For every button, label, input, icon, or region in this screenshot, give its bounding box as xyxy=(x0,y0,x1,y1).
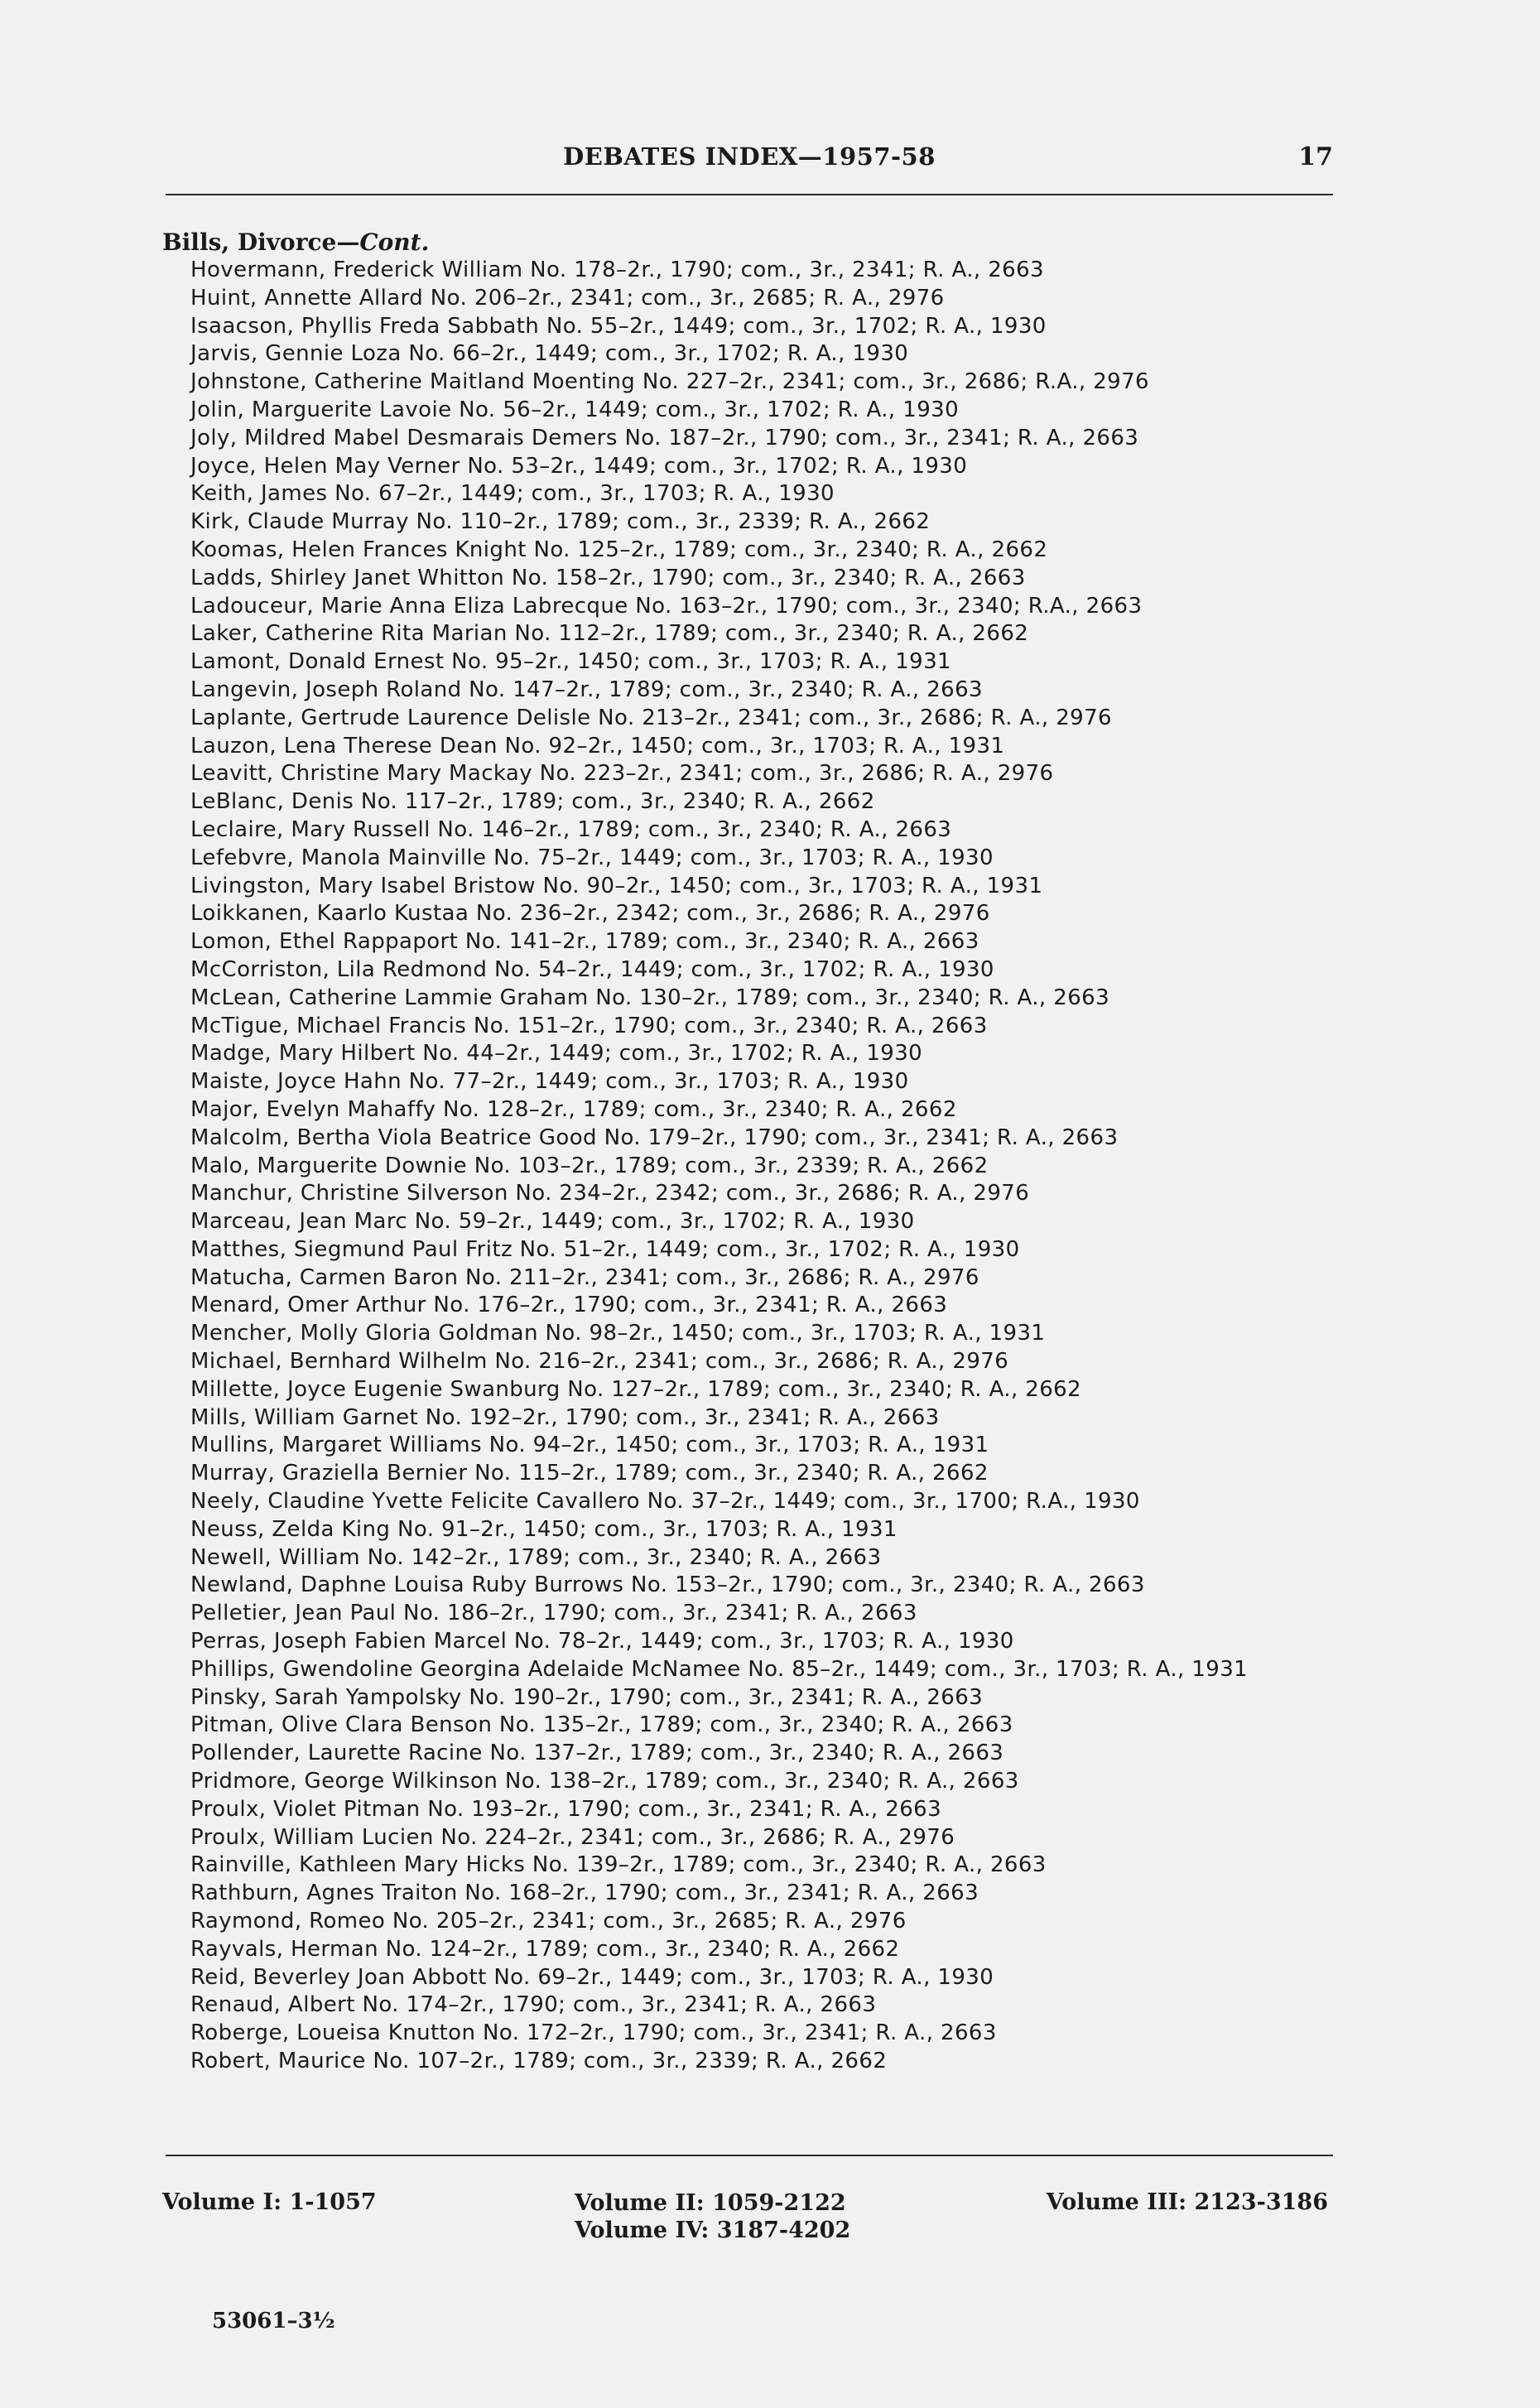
index-entry: Perras, Joseph Fabien Marcel No. 78–2r., 1449; com., 3r., 1703; R. A., 1930 xyxy=(190,1629,1014,1654)
index-entry: Loikkanen, Kaarlo Kustaa No. 236–2r., 2342; com., 3r., 2686; R. A., 2976 xyxy=(190,901,990,927)
index-entry: Menard, Omer Arthur No. 176–2r., 1790; com., 3r., 2341; R. A., 2663 xyxy=(190,1293,948,1318)
index-entry: Pridmore, George Wilkinson No. 138–2r., 1789; com., 3r., 2340; R. A., 2663 xyxy=(190,1769,1019,1794)
index-entry: Marceau, Jean Marc No. 59–2r., 1449; com., 3r., 1702; R. A., 1930 xyxy=(190,1209,915,1235)
page-number: 17 xyxy=(1298,142,1333,171)
index-entry: Mullins, Margaret Williams No. 94–2r., 1450; com., 3r., 1703; R. A., 1931 xyxy=(190,1433,989,1458)
volume-2-4-ranges xyxy=(575,2189,850,2244)
index-entry: Malo, Marguerite Downie No. 103–2r., 1789; com., 3r., 2339; R. A., 2662 xyxy=(190,1153,989,1178)
index-entry: Joyce, Helen May Verner No. 53–2r., 1449; com., 3r., 1702; R. A., 1930 xyxy=(190,453,968,479)
index-entry: Newell, William No. 142–2r., 1789; com., 3r., 2340; R. A., 2663 xyxy=(190,1544,882,1570)
index-entry: Matthes, Siegmund Paul Fritz No. 51–2r., 1449; com., 3r., 1702; R. A., 1930 xyxy=(190,1236,1020,1262)
index-entry: Neely, Claudine Yvette Felicite Cavallero No. 37–2r., 1449; com., 3r., 1700; R.A., 1930 xyxy=(190,1489,1140,1515)
index-entry: Lomon, Ethel Rappaport No. 141–2r., 1789; com., 3r., 2340; R. A., 2663 xyxy=(190,929,979,955)
index-entry: Hovermann, Frederick William No. 178–2r., 1790; com., 3r., 2341; R. A., 2663 xyxy=(190,258,1044,282)
index-entry: Pollender, Laurette Racine No. 137–2r., 1789; com., 3r., 2340; R. A., 2663 xyxy=(190,1741,1004,1766)
index-entry: Lefebvre, Manola Mainville No. 75–2r., 1449; com., 3r., 1703; R. A., 1930 xyxy=(190,845,994,870)
volume-4-range: Volume IV: 3187-4202 xyxy=(575,2218,851,2243)
page-title: DEBATES INDEX—1957-58 xyxy=(563,142,936,171)
section-heading xyxy=(162,229,429,256)
index-entry: Laker, Catherine Rita Marian No. 112–2r., 1789; com., 3r., 2340; R. A., 2662 xyxy=(190,621,1029,647)
index-entry: Neuss, Zelda King No. 91–2r., 1450; com., 3r., 1703; R. A., 1931 xyxy=(190,1516,898,1542)
index-entry: McLean, Catherine Lammie Graham No. 130–2r., 1789; com., 3r., 2340; R. A., 2663 xyxy=(190,985,1110,1010)
index-entry: Maiste, Joyce Hahn No. 77–2r., 1449; com., 3r., 1703; R. A., 1930 xyxy=(190,1069,909,1095)
index-entry: Major, Evelyn Mahaffy No. 128–2r., 1789; com., 3r., 2340; R. A., 2662 xyxy=(190,1096,957,1122)
index-entry: Rayvals, Herman No. 124–2r., 1789; com., 3r., 2340; R. A., 2662 xyxy=(190,1936,900,1962)
index-entry: Leclaire, Mary Russell No. 146–2r., 1789; com., 3r., 2340; R. A., 2663 xyxy=(190,816,952,842)
index-entry: Leavitt, Christine Mary Mackay No. 223–2r., 2341; com., 3r., 2686; R. A., 2976 xyxy=(190,761,1054,787)
index-entry: Michael, Bernhard Wilhelm No. 216–2r., 2341; com., 3r., 2686; R. A., 2976 xyxy=(190,1349,1009,1375)
page-header xyxy=(166,142,1333,195)
volume-2-range: Volume II: 1059-2122 xyxy=(575,2190,846,2216)
index-entry: Ladouceur, Marie Anna Eliza Labrecque No. 163–2r., 1790; com., 3r., 2340; R.A., 2663 xyxy=(190,593,1143,619)
index-entry: Reid, Beverley Joan Abbott No. 69–2r., 1449; com., 3r., 1703; R. A., 1930 xyxy=(190,1964,994,1990)
index-entry: Roberge, Loueisa Knutton No. 172–2r., 1790; com., 3r., 2341; R. A., 2663 xyxy=(190,2020,997,2046)
index-entry: Rainville, Kathleen Mary Hicks No. 139–2r., 1789; com., 3r., 2340; R. A., 2663 xyxy=(190,1852,1047,1878)
index-entry: Lamont, Donald Ernest No. 95–2r., 1450; com., 3r., 1703; R. A., 1931 xyxy=(190,649,951,675)
index-entry: Jolin, Marguerite Lavoie No. 56–2r., 1449; com., 3r., 1702; R. A., 1930 xyxy=(190,397,960,422)
index-entry: McCorriston, Lila Redmond No. 54–2r., 1449; com., 3r., 1702; R. A., 1930 xyxy=(190,956,994,982)
index-entry: Langevin, Joseph Roland No. 147–2r., 1789; com., 3r., 2340; R. A., 2663 xyxy=(190,677,983,702)
index-entry: Pelletier, Jean Paul No. 186–2r., 1790; com., 3r., 2341; R. A., 2663 xyxy=(190,1601,917,1626)
index-entry: Kirk, Claude Murray No. 110–2r., 1789; com., 3r., 2339; R. A., 2662 xyxy=(190,509,931,535)
index-entry: Mills, William Garnet No. 192–2r., 1790; com., 3r., 2341; R. A., 2663 xyxy=(190,1404,940,1430)
volume-1-range: Volume I: 1-1057 xyxy=(162,2189,377,2215)
header-divider xyxy=(166,194,1333,195)
index-entry: Joly, Mildred Mabel Desmarais Demers No. 187–2r., 1790; com., 3r., 2341; R. A., 2663 xyxy=(190,425,1139,450)
index-entry: Rathburn, Agnes Traiton No. 168–2r., 1790; com., 3r., 2341; R. A., 2663 xyxy=(190,1881,979,1906)
index-entry: Malcolm, Bertha Viola Beatrice Good No. 179–2r., 1790; com., 3r., 2341; R. A., 2663 xyxy=(190,1125,1119,1150)
index-entry: Pitman, Olive Clara Benson No. 135–2r., 1789; com., 3r., 2340; R. A., 2663 xyxy=(190,1712,1013,1738)
index-entry: Livingston, Mary Isabel Bristow No. 90–2r., 1450; com., 3r., 1703; R. A., 1931 xyxy=(190,873,1043,898)
index-entry: Matucha, Carmen Baron No. 211–2r., 2341; com., 3r., 2686; R. A., 2976 xyxy=(190,1264,979,1290)
index-entry-list xyxy=(190,257,1350,2076)
index-entry: Isaacson, Phyllis Freda Sabbath No. 55–2r., 1449; com., 3r., 1702; R. A., 1930 xyxy=(190,313,1047,339)
index-entry: Huint, Annette Allard No. 206–2r., 2341; com., 3r., 2685; R. A., 2976 xyxy=(190,285,945,311)
index-entry: McTigue, Michael Francis No. 151–2r., 1790; com., 3r., 2340; R. A., 2663 xyxy=(190,1013,988,1038)
index-entry: Manchur, Christine Silverson No. 234–2r., 2342; com., 3r., 2686; R. A., 2976 xyxy=(190,1181,1030,1206)
volume-3-range: Volume III: 2123-3186 xyxy=(1046,2189,1328,2215)
footer-divider xyxy=(166,2155,1333,2156)
index-entry: Pinsky, Sarah Yampolsky No. 190–2r., 1790; com., 3r., 2341; R. A., 2663 xyxy=(190,1684,984,1710)
index-entry: Johnstone, Catherine Maitland Moenting No. 227–2r., 2341; com., 3r., 2686; R.A., 2976 xyxy=(190,369,1149,395)
index-entry: Millette, Joyce Eugenie Swanburg No. 127–2r., 1789; com., 3r., 2340; R. A., 2662 xyxy=(190,1376,1082,1402)
index-entry: Keith, James No. 67–2r., 1449; com., 3r., 1703; R. A., 1930 xyxy=(190,481,835,507)
index-entry: Phillips, Gwendoline Georgina Adelaide McNamee No. 85–2r., 1449; com., 3r., 1703; R. A., 1931 xyxy=(190,1656,1249,1682)
index-entry: Proulx, Violet Pitman No. 193–2r., 1790; com., 3r., 2341; R. A., 2663 xyxy=(190,1796,942,1822)
index-entry: Robert, Maurice No. 107–2r., 1789; com., 3r., 2339; R. A., 2662 xyxy=(190,2049,888,2073)
index-entry: Newland, Daphne Louisa Ruby Burrows No. 153–2r., 1790; com., 3r., 2340; R. A., 2663 xyxy=(190,1572,1145,1598)
index-entry: Raymond, Romeo No. 205–2r., 2341; com., 3r., 2685; R. A., 2976 xyxy=(190,1909,907,1934)
section-continuation: Cont. xyxy=(359,229,430,256)
print-code: 53061–3½ xyxy=(212,2309,335,2333)
index-entry: Mencher, Molly Gloria Goldman No. 98–2r., 1450; com., 3r., 1703; R. A., 1931 xyxy=(190,1321,1046,1346)
index-entry: Lauzon, Lena Therese Dean No. 92–2r., 1450; com., 3r., 1703; R. A., 1931 xyxy=(190,733,1005,759)
index-entry: Murray, Graziella Bernier No. 115–2r., 1789; com., 3r., 2340; R. A., 2662 xyxy=(190,1461,989,1486)
index-entry: Koomas, Helen Frances Knight No. 125–2r., 1789; com., 3r., 2340; R. A., 2662 xyxy=(190,537,1048,562)
index-entry: Jarvis, Gennie Loza No. 66–2r., 1449; com., 3r., 1702; R. A., 1930 xyxy=(190,341,909,367)
index-entry: Ladds, Shirley Janet Whitton No. 158–2r., 1790; com., 3r., 2340; R. A., 2663 xyxy=(190,565,1026,590)
index-entry: Madge, Mary Hilbert No. 44–2r., 1449; com., 3r., 1702; R. A., 1930 xyxy=(190,1041,923,1067)
index-entry: Renaud, Albert No. 174–2r., 1790; com., 3r., 2341; R. A., 2663 xyxy=(190,1992,877,2018)
index-entry: Laplante, Gertrude Laurence Delisle No. 213–2r., 2341; com., 3r., 2686; R. A., 2976 xyxy=(190,705,1112,730)
section-heading-text: Bills, Divorce— xyxy=(162,229,360,256)
index-entry: LeBlanc, Denis No. 117–2r., 1789; com., 3r., 2340; R. A., 2662 xyxy=(190,789,875,815)
index-entry: Proulx, William Lucien No. 224–2r., 2341; com., 3r., 2686; R. A., 2976 xyxy=(190,1824,955,1850)
